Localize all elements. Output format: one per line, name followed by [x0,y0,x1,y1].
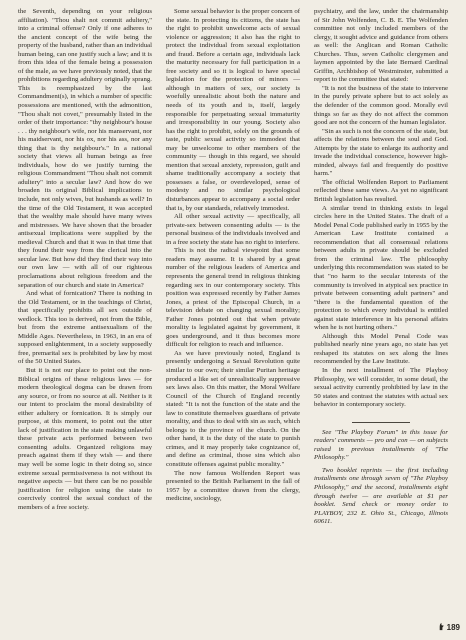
text-column-3 [314,8,448,527]
forum-note: See "The Playboy Forum" in this issue for readers' comments — pro and con — on subjects raised in previous installments of "The Philosophy." [314,428,448,462]
paragraph: the Seventh, depending on your religious affiliation). "Thou shalt not commit adultery," into a criminal offense? Only if one adheres to the ancient concept of the wife being the property of the husband, rather than an individual human being, can one justify such a law; and it is from this idea of the female being a possession of the male, as we have previously noted, that the prohibitions regarding adultery originally sprang. This is reemphasized by the last Commandment(s), in which a number of specific possessions are mentioned, with the admonition, "Thou shalt not covet," presumably listed in the order of their importance: "thy neighbour's house . . . thy neighbour's wife, nor his manservant, nor his maidservant, nor his ox, nor his ass, nor any thing that is thy neighbour's." In a rational society that views all human beings as free individuals, how do we justify turning the religious Commandment "Thou shalt not commit adultery" into a secular law? And how do we broaden its original Biblical implications to include, not only wives, but husbands as well? In the time of the Old Testament, it was accepted that the wealthy male should have many wives and mistresses. We have shown that the broader antisexual implications were supplied by the medieval Church and that it was in that time that they found their way from the clerical into the secular law. But how did they find their way into our own law — with all of our righteous proclamations about religious freedom and the separation of our church and state in America? [18,8,152,289]
paragraph: The official Wolfenden Report to Parliament reflected these same views. As yet no significant British legislation has resulted. [314,178,448,204]
paragraph: "It is not the business of the state to intervene in the purely private sphere but to act solely as the defender of the common good. Morally evil things so far as they do not affect the common good are not the concern of the human legislator. [314,84,448,127]
article-body [18,8,450,630]
paragraph: All other sexual activity — specifically, all private-sex between consenting adults — is the personal business of the individuals involved and in a free society the state has no right to interfere. [166,213,300,246]
rabbit-logo-icon [437,622,446,631]
paragraph: This is not the radical viewpoint that some readers may assume. It is shared by a great number of the religious leaders of America and represents the general trend in religious thinking regarding sex in our contemporary society. This position was expressed recently by Father James Jones, a priest of the Episcopal Church, in a television debate on changing sexual morality; Father Jones pointed out that when private morality is legislated against by government, it goes underground, and it thus becomes more difficult for religion to reach and influence. [166,247,300,349]
divider [352,422,410,423]
paragraph: In the next installment of The Playboy Philosophy, we will consider, in some detail, the sexual activity currently prohibited by law in the 50 states and contrast the statutes with actual sex behavior in contemporary society. [314,366,448,409]
paragraph: psychiatry, and the law, under the chairmanship of Sir John Wolfenden, C. B. E. The Wolfenden committee not only included members of the clergy, it sought advice and guidance from others as well: the Anglican and Roman Catholic Churches. Thus, seven Catholic clergymen and laymen appointed by the late Bernard Cardinal Griffin, Archbishop of Westminster, submitted a report to the committee that stated: [314,8,448,84]
paragraph: "Sin as such is not the concern of the state, but affects the relations between the soul and God. Attempts by the state to enlarge its authority and invade the individual conscience, however high-minded, always fail and frequently do positive harm." [314,127,448,178]
paragraph: But it is not our place to point out the non-Biblical origins of these religious laws — for modern theological dogma can be drawn from any source, or from no source at all. Neither is it our intent to proclaim the moral desirability of either adultery or fornication. It is simply our purpose, at this moment, to point out the utter lack of justification in the state making unlawful these private acts performed between two consenting adults. Organized religions may preach against them if they wish — and there may well be some logic in their doing so, since extreme sexual permissiveness is not without its negative aspects — but there can be no possible justification for religion using the state to coercively control the sexual conduct of the members of a free society. [18,366,152,511]
paragraph: Although this Model Penal Code was published nearly nine years ago, no state has yet reshaped its statutes on sex along the lines recommended by the Law Institute. [314,332,448,366]
paragraph: Some sexual behavior is the proper concern of the state. In protecting its citizens, the state has the right to prohibit unwelcome acts of sexual violence or aggression; it also has the right to protect the individual from sexual exploitation and fraud. Before a certain age, individuals lack the maturity necessary for full participation in a free society and so it is logical to have special legislation for the protection of minors — although in matters of sex, our society is woefully unrealistic about both the nature and needs of its youth and is, itself, largely responsible for perpetuating sexual immaturity and irresponsibility in our young. Society also has the right to prohibit, solely on the grounds of taste, public sexual activity so immodest that may be unwelcome to other members of the community — though in this regard, we should mention that sexual anxiety, repression, guilt and shame traditionally accompany a society that possesses a false, or overdeveloped, sense of modesty and no similar psychological disturbances appear to accompany a social order that is, by our standards, relatively immodest. [166,8,300,212]
page-number: 189 [446,623,460,632]
paragraph: And what of fornication? There is nothing in the Old Testament, or in the teachings of Christ, that specifically prohibits all sex outside of wedlock. This too is derived, not from the Bible, but from the extreme antisexualism of the Middle Ages. Nevertheless, in 1963, in an era of supposed enlightenment, in a society supposedly free, premarital sex is prohibited by law by most of the 50 United States. [18,290,152,366]
reprint-note: Two booklet reprints — the first including installments one through seven of "The Playboy Philosophy," and the second, installments eight through twelve — are available at $1 per booklet. Send check or money order to PLAYBOY, 232 E. Ohio St., Chicago, Illinois 60611. [314,466,448,526]
paragraph: The now famous Wolfenden Report was presented to the British Parliament in the fall of 1957 by a committee drawn from the clergy, medicine, sociology, [166,469,300,503]
paragraph: As we have previously noted, England is presently undergoing a Sexual Revolution quite similar to our own; their similar Puritan heritage produced a like set of unrealistically suppressive sex laws also. On this matter, the Moral Welfare Council of the Church of England recently stated: "It is not the function of the state and the law to constitute themselves guardians of private morality, and thus to deal with sin as such, which belongs to the province of the church. On the other hand, it is the duty of the state to punish crimes, and it may properly take cognizance of, and define as criminal, those sins which also constitute offenses against public morality." [166,349,300,468]
paragraph: A similar trend in thinking exists in legal circles here in the United States. The draft of a Model Penal Code published early in 1955 by the American Law Institute contained a recommendation that all consensual relations between adults in private should be excluded from the criminal law. The philosophy underlying this recommendation was stated to be that "no harm to the secular interests of the community is involved in atypical sex practice in private between consenting adult partners" and "there is the fundamental question of the protection to which every individual is entitled against state interference in his personal affairs when he is not hurting others." [314,204,448,332]
text-column-2 [166,8,300,504]
text-column-1 [18,8,152,512]
